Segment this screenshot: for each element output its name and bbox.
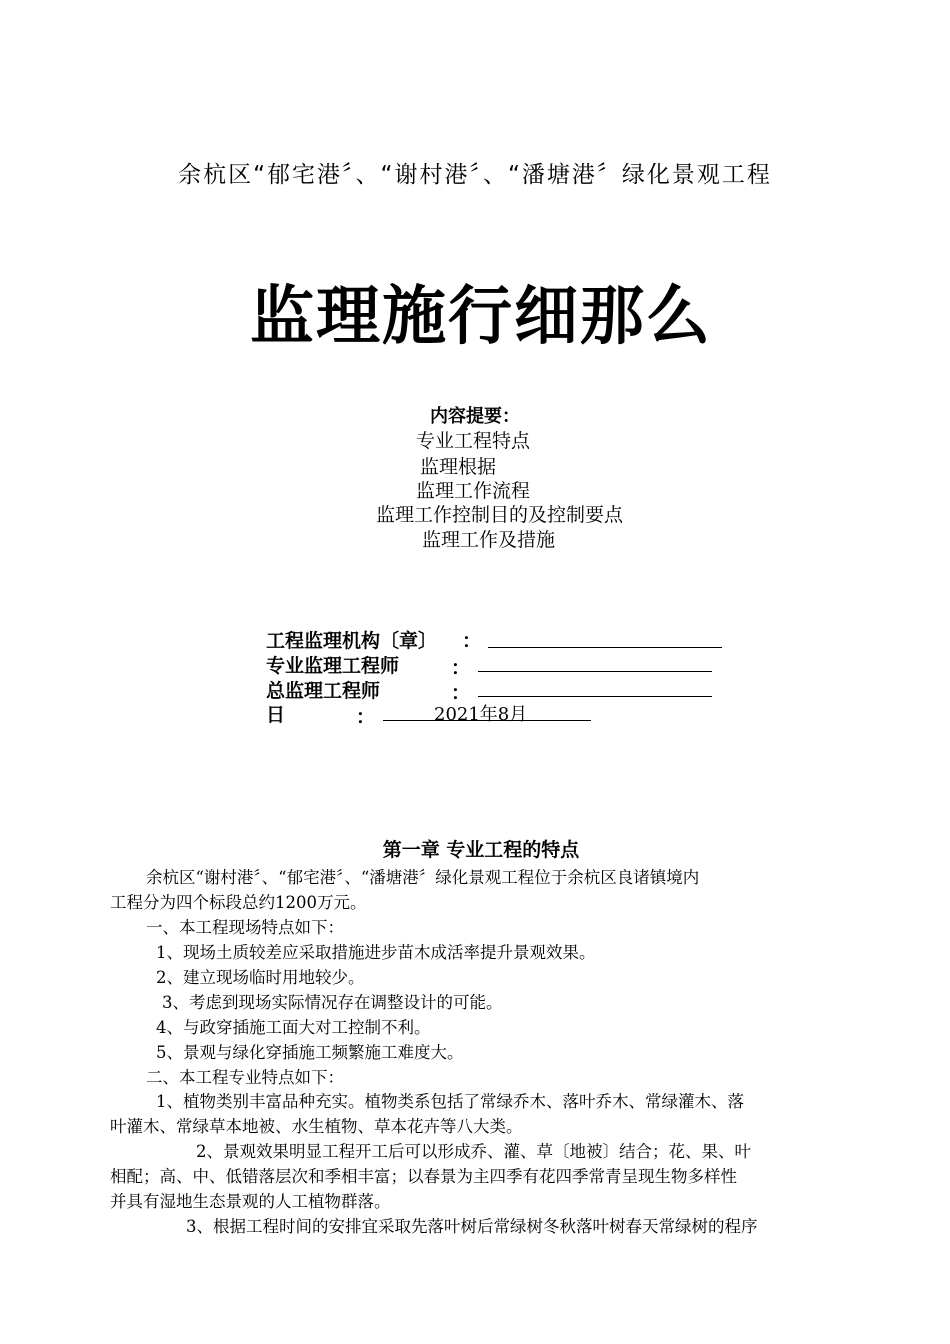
- org-colon: ：: [462, 630, 482, 652]
- contents-item: 监理工作流程: [416, 480, 531, 502]
- chapter-title: 第一章 专业工程的特点: [382, 839, 580, 861]
- chief-colon: ：: [451, 682, 471, 704]
- body-line: 4、与政穿插施工面大对工控制不利。: [156, 1018, 431, 1037]
- body-line: 3、根据工程时间的安排宜采取先落叶树后常绿树冬秋落叶树春天常绿树的程序: [186, 1217, 758, 1236]
- body-line: 二、本工程专业特点如下：: [146, 1068, 344, 1087]
- document-title: 监理施行细那么: [250, 280, 712, 354]
- body-line: 一、本工程现场特点如下：: [146, 918, 344, 937]
- body-line: 2、建立现场临时用地较少。: [156, 968, 365, 987]
- date-colon: ：: [356, 706, 376, 728]
- contents-item: 监理工作控制目的及控制要点: [376, 504, 624, 526]
- body-line: 工程分为四个标段总约1200万元。: [110, 893, 367, 912]
- engineer-label: 专业监理工程师: [266, 655, 400, 677]
- chief-signature-line: [478, 674, 712, 697]
- body-line: 相配；高、中、低错落层次和季相丰富；以春景为主四季有花四季常青呈现生物多样性: [110, 1167, 737, 1186]
- date-label: 日: [266, 704, 286, 726]
- contents-heading: 内容提要：: [430, 406, 520, 427]
- engineer-colon: ：: [451, 657, 471, 679]
- body-line: 叶灌木、常绿草本地被、水生植物、草本花卉等八大类。: [110, 1117, 523, 1136]
- org-signature-line: [488, 625, 722, 648]
- project-title: 余杭区“郁宅港〞、“谢村港〞、“潘塘港〞绿化景观工程: [178, 162, 772, 188]
- body-line: 5、景观与绿化穿插施工频繁施工难度大。: [156, 1043, 464, 1062]
- contents-item: 监理工作及措施: [422, 529, 556, 551]
- body-line: 1、现场土质较差应采取措施进步苗木成活率提升景观效果。: [156, 943, 596, 962]
- body-line: 并具有湿地生态景观的人工植物群落。: [110, 1192, 391, 1211]
- body-line: 2、景观效果明显工程开工后可以形成乔、灌、草〔地被〕结合；花、果、叶: [196, 1142, 751, 1161]
- date-value: 2021年8月: [434, 704, 528, 725]
- chief-label: 总监理工程师: [266, 680, 381, 702]
- contents-item: 专业工程特点: [416, 430, 531, 452]
- body-line: 余杭区“谢村港〞、“郁宅港〞、“潘塘港〞绿化景观工程位于余杭区良诸镇境内: [146, 868, 700, 887]
- engineer-signature-line: [478, 649, 712, 672]
- contents-item: 监理根据: [420, 456, 497, 478]
- body-line: 1、植物类别丰富品种充实。植物类系包括了常绿乔木、落叶乔木、常绿灌木、落: [156, 1092, 744, 1111]
- body-line: 3、考虑到现场实际情况存在调整设计的可能。: [162, 993, 503, 1012]
- org-label: 工程监理机构〔章〕: [266, 630, 438, 652]
